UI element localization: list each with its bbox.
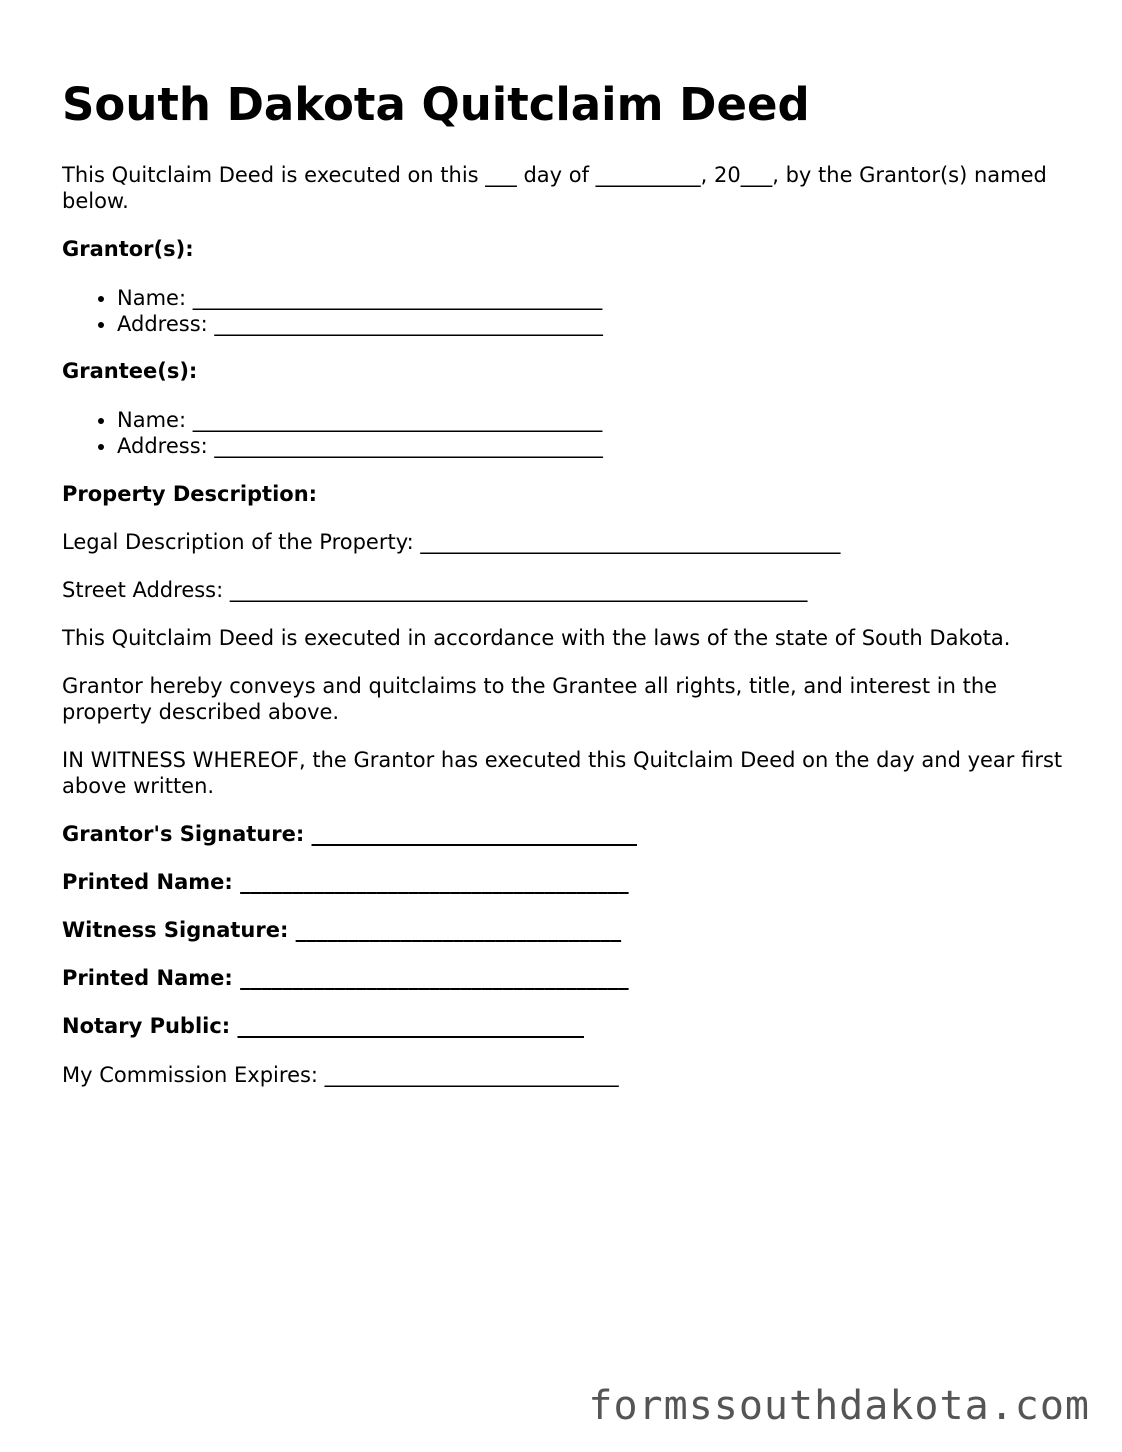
site-watermark: formssouthdakota.com: [588, 1383, 1090, 1429]
legal-description-field[interactable]: Legal Description of the Property: ________________________________________: [62, 530, 841, 554]
grantor-name-field[interactable]: • Name: _______________________________________: [117, 285, 603, 311]
grantee-name-field[interactable]: • Name: _______________________________________: [117, 407, 603, 433]
conveyance-statement: Grantor hereby conveys and quitclaims to the Grantee all rights, title, and interest in the property described above.: [62, 674, 998, 724]
grantor-address-field[interactable]: • Address: _____________________________________: [117, 311, 603, 337]
witness-statement: IN WITNESS WHEREOF, the Grantor has executed this Quitclaim Deed on the day and year first above written.: [62, 748, 1063, 798]
property-heading: Property Description:: [62, 482, 318, 506]
street-address-field[interactable]: Street Address: _______________________________________________________: [62, 578, 808, 602]
grantor-signature-field[interactable]: Grantor's Signature: _______________________________: [62, 822, 638, 846]
witness-signature-field[interactable]: Witness Signature: _______________________________: [62, 918, 622, 942]
grantor-heading: Grantor(s):: [62, 237, 194, 261]
document-title: South Dakota Quitclaim Deed: [62, 78, 810, 131]
grantor-printed-name-field[interactable]: Printed Name: _____________________________________: [62, 870, 629, 894]
intro-paragraph: This Quitclaim Deed is executed on this ___ day of __________, 20___, by the Grantor(s) named below.: [62, 163, 1047, 213]
commission-expires-field[interactable]: My Commission Expires: ____________________________: [62, 1063, 619, 1087]
grantee-heading: Grantee(s):: [62, 359, 198, 383]
grantor-fields: [62, 285, 603, 337]
grantee-fields: [62, 407, 603, 459]
notary-public-field[interactable]: Notary Public: _________________________________: [62, 1014, 584, 1038]
law-statement: This Quitclaim Deed is executed in accordance with the laws of the state of South Dakota.: [62, 626, 1011, 650]
grantee-address-field[interactable]: • Address: _____________________________________: [117, 433, 603, 459]
witness-printed-name-field[interactable]: Printed Name: _____________________________________: [62, 966, 629, 990]
